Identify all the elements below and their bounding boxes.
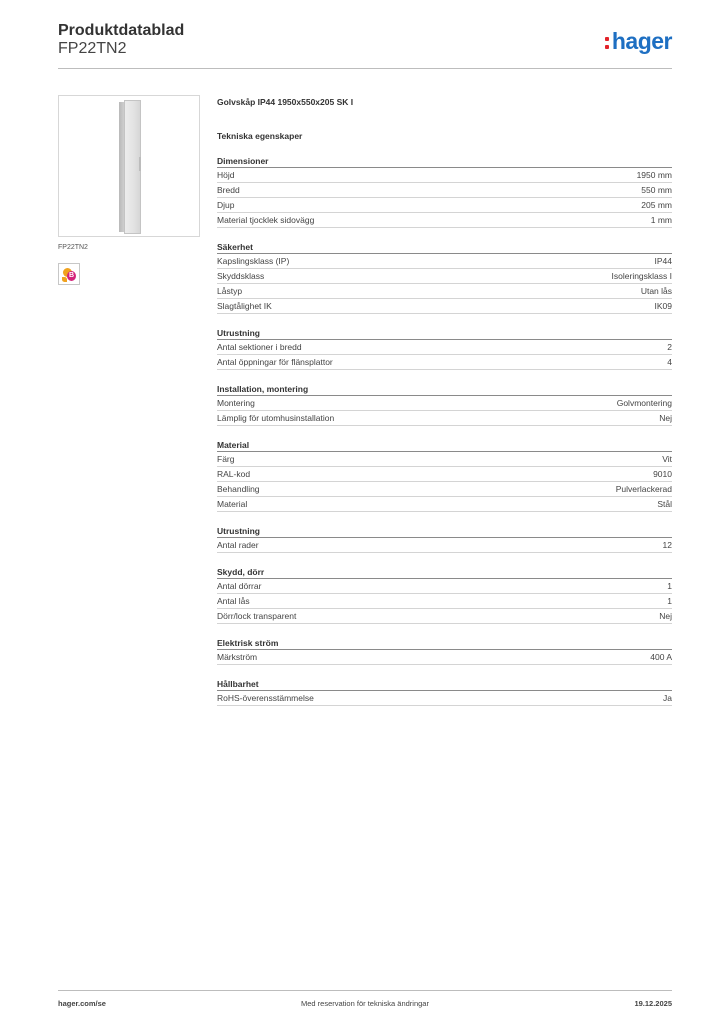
spec-row (217, 168, 672, 183)
eco-label-icon: B (58, 263, 80, 285)
spec-section (217, 328, 672, 370)
spec-label: Material tjocklek sidovägg (217, 215, 315, 225)
section-title: Elektrisk ström (217, 638, 672, 650)
spec-row (217, 538, 672, 553)
spec-value: 1 (667, 581, 672, 591)
spec-row (217, 355, 672, 370)
spec-row (217, 183, 672, 198)
section-title: Dimensioner (217, 156, 672, 168)
spec-row (217, 340, 672, 355)
spec-value: Stål (657, 499, 672, 509)
spec-value: IK09 (654, 301, 672, 311)
spec-value: 550 mm (641, 185, 672, 195)
spec-row (217, 254, 672, 269)
spec-label: Höjd (217, 170, 235, 180)
spec-value: 400 A (650, 652, 672, 662)
spec-label: Färg (217, 454, 235, 464)
spec-label: Montering (217, 398, 255, 408)
spec-label: Skyddsklass (217, 271, 265, 281)
page-header (58, 22, 672, 68)
spec-row (217, 691, 672, 706)
header-divider (58, 68, 672, 69)
spec-section (217, 384, 672, 426)
spec-section (217, 567, 672, 624)
spec-value: 2 (667, 342, 672, 352)
spec-value: 12 (662, 540, 672, 550)
spec-row (217, 198, 672, 213)
spec-label: Antal öppningar för flänsplattor (217, 357, 333, 367)
spec-value: Nej (659, 611, 672, 621)
spec-row (217, 609, 672, 624)
hager-logo (605, 28, 672, 55)
section-title: Hållbarhet (217, 679, 672, 691)
document-title: Produktdatablad (58, 22, 185, 39)
spec-value: IP44 (654, 256, 672, 266)
spec-value: Nej (659, 413, 672, 423)
spec-value: Utan lås (640, 286, 672, 296)
spec-sections (217, 156, 672, 706)
spec-label: RoHS-överensstämmelse (217, 693, 314, 703)
section-title: Skydd, dörr (217, 567, 672, 579)
spec-row (217, 579, 672, 594)
spec-row (217, 467, 672, 482)
spec-row (217, 213, 672, 228)
logo-dots-icon (605, 36, 610, 50)
spec-label: Antal lås (217, 596, 250, 606)
spec-row (217, 299, 672, 314)
spec-row (217, 411, 672, 426)
spec-section (217, 526, 672, 553)
spec-label: Antal sektioner i bredd (217, 342, 302, 352)
spec-value: 9010 (653, 469, 672, 479)
section-title: Utrustning (217, 526, 672, 538)
spec-label: Antal rader (217, 540, 259, 550)
section-title: Installation, montering (217, 384, 672, 396)
spec-row (217, 284, 672, 299)
spec-label: Dörr/lock transparent (217, 611, 297, 621)
spec-row (217, 452, 672, 467)
spec-content (217, 96, 672, 706)
spec-row (217, 650, 672, 665)
spec-section (217, 242, 672, 314)
spec-value: 4 (667, 357, 672, 367)
spec-value: Isoleringsklass I (611, 271, 672, 281)
product-image-caption: FP22TN2 (58, 244, 88, 251)
spec-row (217, 269, 672, 284)
spec-label: Bredd (217, 185, 240, 195)
footer-disclaimer: Med reservation för tekniska ändringar (301, 999, 429, 1008)
spec-label: Kapslingsklass (IP) (217, 256, 290, 266)
product-name: Golvskåp IP44 1950x550x205 SK I (217, 97, 354, 107)
spec-label: Lämplig för utomhusinstallation (217, 413, 335, 423)
spec-value: Pulverlackerad (615, 484, 672, 494)
product-image (58, 95, 200, 237)
footer-divider (58, 990, 672, 991)
spec-label: Märkström (217, 652, 258, 662)
product-code-title: FP22TN2 (58, 40, 127, 57)
spec-value: 1 (667, 596, 672, 606)
section-title: Material (217, 440, 672, 452)
spec-label: Antal dörrar (217, 581, 262, 591)
spec-value: 205 mm (641, 200, 672, 210)
spec-row (217, 497, 672, 512)
spec-label: Material (217, 499, 248, 509)
page-footer (58, 999, 672, 1011)
footer-website: hager.com/se (58, 999, 106, 1008)
spec-value: 1 mm (650, 215, 672, 225)
technical-properties-title: Tekniska egenskaper (217, 131, 303, 141)
spec-label: Djup (217, 200, 235, 210)
spec-value: Ja (663, 693, 672, 703)
spec-value: Golvmontering (616, 398, 672, 408)
spec-row (217, 482, 672, 497)
spec-section (217, 679, 672, 706)
cabinet-illustration (119, 100, 141, 234)
spec-label: RAL-kod (217, 469, 251, 479)
spec-section (217, 156, 672, 228)
spec-label: Slagtålighet IK (217, 301, 272, 311)
spec-value: Vit (662, 454, 672, 464)
spec-row (217, 396, 672, 411)
spec-section (217, 440, 672, 512)
section-title: Utrustning (217, 328, 672, 340)
section-title: Säkerhet (217, 242, 672, 254)
spec-label: Låstyp (217, 286, 243, 296)
spec-section (217, 638, 672, 665)
spec-value: 1950 mm (636, 170, 672, 180)
spec-label: Behandling (217, 484, 260, 494)
logo-text: hager (611, 28, 672, 54)
spec-row (217, 594, 672, 609)
footer-date: 19.12.2025 (634, 999, 672, 1008)
